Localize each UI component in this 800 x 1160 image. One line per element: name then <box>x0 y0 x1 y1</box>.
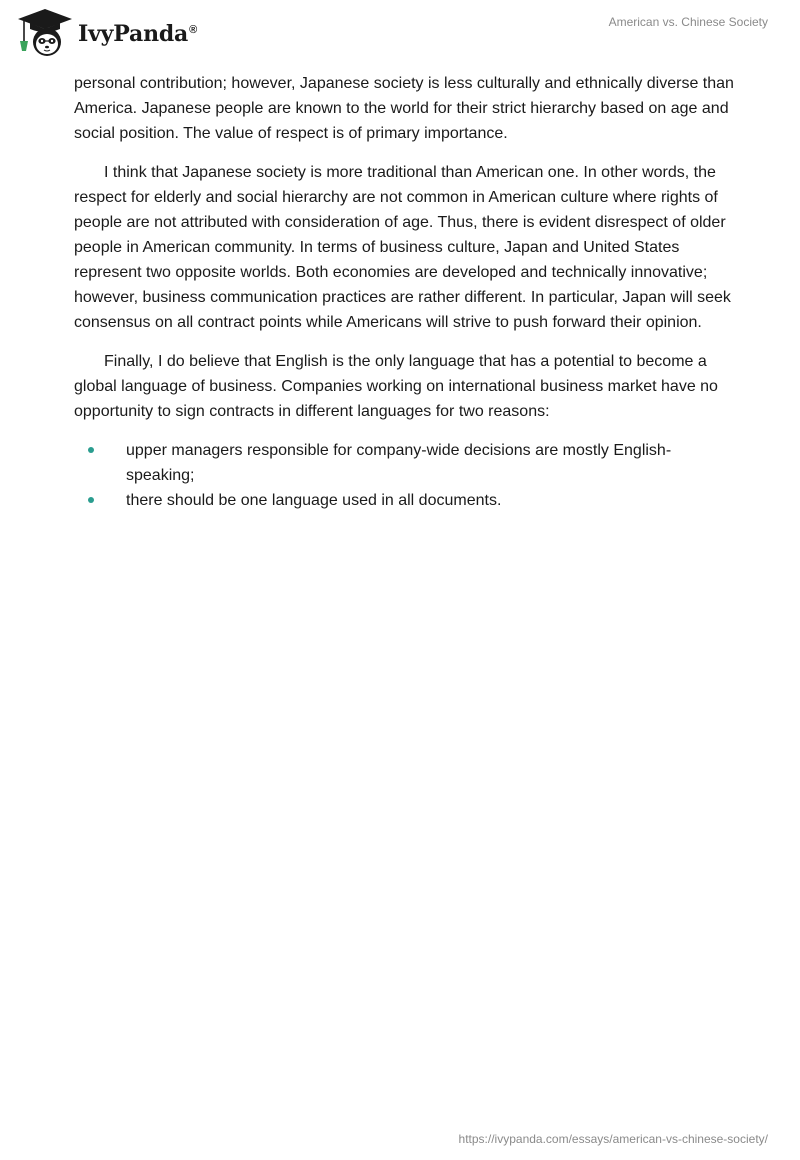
logo-wordmark <box>78 21 197 47</box>
registered-mark: ® <box>189 23 198 36</box>
reasons-list <box>74 438 734 513</box>
logo-text: IvyPanda <box>78 21 189 47</box>
paragraph-2: I think that Japanese society is more traditional than American one. In other words, the respect for elderly and social hierarchy are not common in American culture where rights of people are not attributed with consideration of age. Thus, there is evident disrespect of older people in American community. In terms of business culture, Japan and United States represent two opposite worlds. Both economies are developed and technically innovative; however, business communication practices are rather different. In particular, Japan will seek consensus on all contract points while Americans will strive to push forward their opinion. <box>74 164 731 331</box>
source-url[interactable]: https://ivypanda.com/essays/american-vs-chinese-society/ <box>458 1132 768 1146</box>
paragraph-1: personal contribution; however, Japanese society is less culturally and ethnically diverse than America. Japanese people are known to the world for their strict hierarchy based on age and social position. The value of respect is of primary importance. <box>74 75 734 142</box>
essay-content <box>74 71 734 513</box>
list-item-text: there should be one language used in all documents. <box>126 492 502 509</box>
paragraph-3: Finally, I do believe that English is the only language that has a potential to become a global language of business. Companies working on international business market have no opportunity to sign contracts in different languages for two reasons: <box>74 353 718 420</box>
bullet-icon <box>88 447 94 453</box>
list-item <box>74 488 734 513</box>
ivypanda-logo[interactable] <box>14 7 197 59</box>
page-header <box>0 0 800 70</box>
list-item-text: upper managers responsible for company-wide decisions are mostly English-speaking; <box>126 442 672 484</box>
panda-graduate-icon <box>14 7 76 59</box>
bullet-icon <box>88 497 94 503</box>
list-item <box>74 438 734 488</box>
document-title: American vs. Chinese Society <box>608 15 768 29</box>
